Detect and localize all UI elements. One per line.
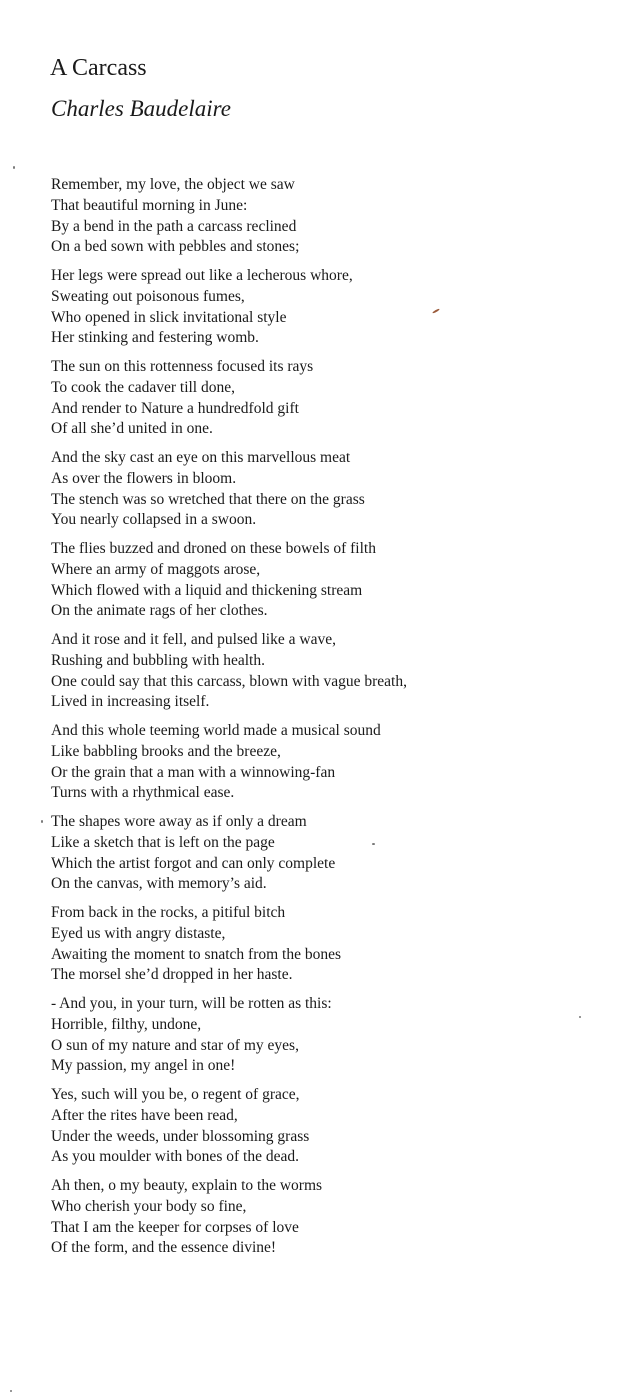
poem-line: That I am the keeper for corpses of love xyxy=(51,1218,299,1236)
stanza xyxy=(51,812,611,897)
poem-line: Of the form, and the essence divine! xyxy=(51,1239,277,1257)
poem-line: After the rites have been read, xyxy=(51,1106,238,1124)
poem-line: Where an army of maggots arose, xyxy=(51,560,261,578)
stanza xyxy=(51,175,611,260)
stanza xyxy=(51,448,611,533)
scan-speck xyxy=(10,1390,12,1392)
poem-line: O sun of my nature and star of my eyes, xyxy=(51,1036,299,1054)
poem-line: And the sky cast an eye on this marvellous meat xyxy=(51,449,351,466)
poem-line: Her legs were spread out like a lecherous whore, xyxy=(51,267,353,284)
poem-line: Lived in increasing itself. xyxy=(51,693,210,711)
poem-line: The stench was so wretched that there on the grass xyxy=(51,490,365,508)
poem-line: Horrible, filthy, undone, xyxy=(51,1015,202,1033)
poem-line: Awaiting the moment to snatch from the bones xyxy=(51,945,342,963)
poem-line: As over the flowers in bloom. xyxy=(51,469,237,487)
poem-line: Who cherish your body so fine, xyxy=(51,1197,247,1215)
poem-line: Sweating out poisonous fumes, xyxy=(51,287,245,305)
poem-line: The sun on this rottenness focused its rays xyxy=(51,358,314,375)
poem-line: Rushing and bubbling with health. xyxy=(51,651,265,669)
poem-line: On a bed sown with pebbles and stones; xyxy=(51,238,300,256)
stanza xyxy=(51,357,611,442)
poem-line: You nearly collapsed in a swoon. xyxy=(51,511,257,529)
stanza xyxy=(51,1176,611,1261)
stanza xyxy=(51,539,611,624)
poem-line: Under the weeds, under blossoming grass xyxy=(51,1127,310,1145)
poem-line: To cook the cadaver till done, xyxy=(51,378,235,396)
poem-line: Turns with a rhythmical ease. xyxy=(51,784,235,802)
poem-line: The morsel she’d dropped in her haste. xyxy=(51,966,293,984)
poem-title: A Carcass xyxy=(50,55,147,81)
poem-line: On the canvas, with memory’s aid. xyxy=(51,875,267,893)
poem-line: And this whole teeming world made a musical sound xyxy=(51,722,381,739)
poem-line: Remember, my love, the object we saw xyxy=(51,176,295,193)
poem-line: Ah then, o my beauty, explain to the worms xyxy=(51,1177,323,1194)
poem-line: And render to Nature a hundredfold gift xyxy=(51,399,299,417)
stanza xyxy=(51,721,611,806)
poem-line: Who opened in slick invitational style xyxy=(51,308,287,326)
poem-line: Which the artist forgot and can only complete xyxy=(51,854,336,872)
stanza xyxy=(51,994,611,1079)
poem-line: Or the grain that a man with a winnowing-fan xyxy=(51,763,336,781)
poem-line: Yes, such will you be, o regent of grace, xyxy=(51,1086,300,1103)
stanza xyxy=(51,266,611,351)
poem-line: Eyed us with angry distaste, xyxy=(51,924,226,942)
poem-line: That beautiful morning in June: xyxy=(51,196,248,214)
poem-line: One could say that this carcass, blown with vague breath, xyxy=(51,672,407,690)
poem-line: From back in the rocks, a pitiful bitch xyxy=(51,904,286,921)
poem-line: On the animate rags of her clothes. xyxy=(51,602,268,620)
poem-line: The shapes wore away as if only a dream xyxy=(51,813,307,830)
poem-line: Like babbling brooks and the breeze, xyxy=(51,742,281,760)
poem-line: My passion, my angel in one! xyxy=(51,1057,236,1075)
poem-author: Charles Baudelaire xyxy=(51,96,231,121)
poem-line: - And you, in your turn, will be rotten as this: xyxy=(51,995,332,1012)
scan-speck xyxy=(579,1016,581,1018)
scan-speck xyxy=(41,820,43,823)
poem-line: And it rose and it fell, and pulsed like a wave, xyxy=(51,631,336,648)
poem-line: Of all she’d united in one. xyxy=(51,420,213,438)
stanza xyxy=(51,1085,611,1170)
poem-line: Which flowed with a liquid and thickening stream xyxy=(51,581,363,599)
scan-speck xyxy=(372,843,375,845)
poem-line: Her stinking and festering womb. xyxy=(51,329,259,347)
scan-speck xyxy=(13,166,15,169)
poem-body xyxy=(51,175,611,1267)
stanza xyxy=(51,630,611,715)
poem-line: As you moulder with bones of the dead. xyxy=(51,1148,299,1166)
stanza xyxy=(51,903,611,988)
poem-line: The flies buzzed and droned on these bowels of filth xyxy=(51,540,376,557)
poem-line: Like a sketch that is left on the page xyxy=(51,833,275,851)
poem-line: By a bend in the path a carcass reclined xyxy=(51,217,297,235)
